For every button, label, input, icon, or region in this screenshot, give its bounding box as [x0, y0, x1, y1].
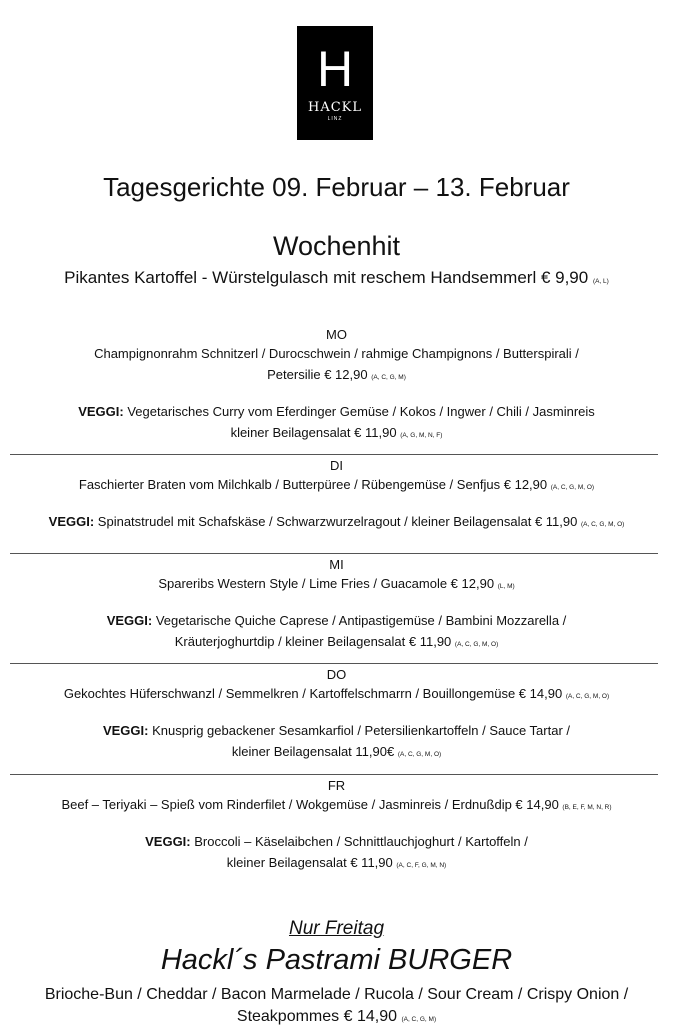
logo-name: HACKL	[307, 100, 363, 115]
veggi-text: Kräuterjoghurtdip / kleiner Beilagensalat € 11,90	[174, 634, 452, 649]
veggi-text: kleiner Beilagensalat 11,90€	[231, 744, 395, 759]
day-label: MO	[326, 327, 347, 342]
burger-line: Brioche-Bun / Cheddar / Bacon Marmelade / Rucola / Sour Cream / Crispy Onion /	[44, 986, 629, 1003]
veggi-label: VEGGI:	[145, 834, 191, 849]
allergens: (A, C, G, M)	[401, 1016, 437, 1023]
day-label: FR	[327, 778, 346, 793]
main-dish-line	[0, 794, 673, 818]
day-friday	[0, 777, 673, 876]
day-wednesday	[0, 556, 673, 655]
veggi-line	[0, 631, 673, 655]
main-dish-text: Faschierter Braten vom Milchkalb / Butterpüree / Rübengemüse / Senfjus € 12,90	[78, 477, 548, 492]
allergens: (B, E, F, M, N, R)	[562, 804, 612, 811]
veggi-line	[0, 720, 673, 741]
page-title: Tagesgerichte 09. Februar – 13. Februar	[103, 172, 570, 202]
friday-only-note: Nur Freitag	[288, 918, 385, 939]
day-label: DO	[326, 667, 347, 682]
allergens: (A, G, M, N, F)	[400, 432, 443, 439]
veggi-line	[0, 741, 673, 765]
main-dish-line	[0, 683, 673, 707]
veggi-line	[0, 511, 673, 535]
veggi-line	[0, 422, 673, 446]
main-dish-text: Petersilie € 12,90	[267, 367, 368, 382]
allergens: (A, C, G, M, O)	[454, 641, 499, 648]
veggi-label: VEGGI:	[106, 613, 153, 628]
day-label: DI	[330, 458, 343, 473]
veggi-label: VEGGI:	[102, 723, 149, 738]
main-dish-text: Beef – Teriyaki – Spieß vom Rinderfilet / Wokgemüse / Jasminreis / Erdnußdip € 14,90	[61, 797, 559, 812]
veggi-line	[0, 831, 673, 852]
veggi-line	[0, 401, 673, 422]
allergens: (A, C, F, G, M, N)	[396, 862, 447, 869]
day-label: MI	[329, 557, 344, 572]
divider	[10, 774, 658, 775]
restaurant-logo	[297, 26, 373, 140]
main-dish-line	[0, 364, 673, 388]
main-dish-line: Champignonrahm Schnitzerl / Durocschwein / rahmige Champignons / Butterspirali /	[94, 346, 579, 361]
allergens: (A, C, G, M, O)	[565, 693, 610, 700]
main-dish-text: Gekochtes Hüferschwanzl / Semmelkren / Kartoffelschmarrn / Bouillongemüse € 14,90	[63, 686, 563, 701]
veggi-label: VEGGI:	[48, 514, 95, 529]
weekly-hit-allergens: (A, L)	[592, 278, 609, 285]
veggi-line	[0, 852, 673, 876]
burger-title: Hackl´s Pastrami BURGER	[160, 944, 513, 976]
veggi-line	[0, 610, 673, 631]
day-monday	[0, 326, 673, 446]
veggi-text: Vegetarische Quiche Caprese / Antipastigemüse / Bambini Mozzarella /	[155, 613, 567, 628]
veggi-text: kleiner Beilagensalat € 11,90	[226, 855, 393, 870]
weekly-hit-dish	[0, 268, 673, 288]
allergens: (L, M)	[497, 583, 515, 590]
veggi-text: Broccoli – Käselaibchen / Schnittlauchjoghurt / Kartoffeln /	[194, 834, 528, 849]
burger-price-text: Steakpommes € 14,90	[236, 1008, 397, 1025]
logo-city: LINZ	[327, 116, 343, 122]
veggi-text: Spinatstrudel mit Schafskäse / Schwarzwurzelragout / kleiner Beilagensalat € 11,90	[97, 514, 578, 529]
veggi-label: VEGGI:	[78, 404, 124, 419]
allergens: (A, C, G, M, O)	[550, 484, 595, 491]
weekly-hit-dish-text: Pikantes Kartoffel - Würstelgulasch mit reschem Handsemmerl € 9,90	[64, 268, 589, 287]
logo-letter: H	[316, 41, 354, 97]
divider	[10, 663, 658, 664]
veggi-text: Knusprig gebackener Sesamkarfiol / Petersilienkartoffeln / Sauce Tartar /	[152, 723, 571, 738]
weekly-hit-heading: Wochenhit	[272, 231, 401, 261]
veggi-text: Vegetarisches Curry vom Eferdinger Gemüse / Kokos / Ingwer / Chili / Jasminreis	[127, 404, 595, 419]
allergens: (A, C, G, M)	[371, 374, 406, 381]
day-thursday	[0, 666, 673, 765]
divider	[10, 454, 658, 455]
main-dish-text: Spareribs Western Style / Lime Fries / Guacamole € 12,90	[158, 576, 495, 591]
day-tuesday	[0, 457, 673, 535]
veggi-text: kleiner Beilagensalat € 11,90	[230, 425, 397, 440]
allergens: (A, C, G, M, O)	[397, 751, 442, 758]
allergens: (A, C, G, M, O)	[581, 521, 625, 528]
main-dish-line	[0, 573, 673, 597]
burger-line	[0, 1006, 673, 1031]
main-dish-line	[0, 474, 673, 498]
divider	[10, 553, 658, 554]
